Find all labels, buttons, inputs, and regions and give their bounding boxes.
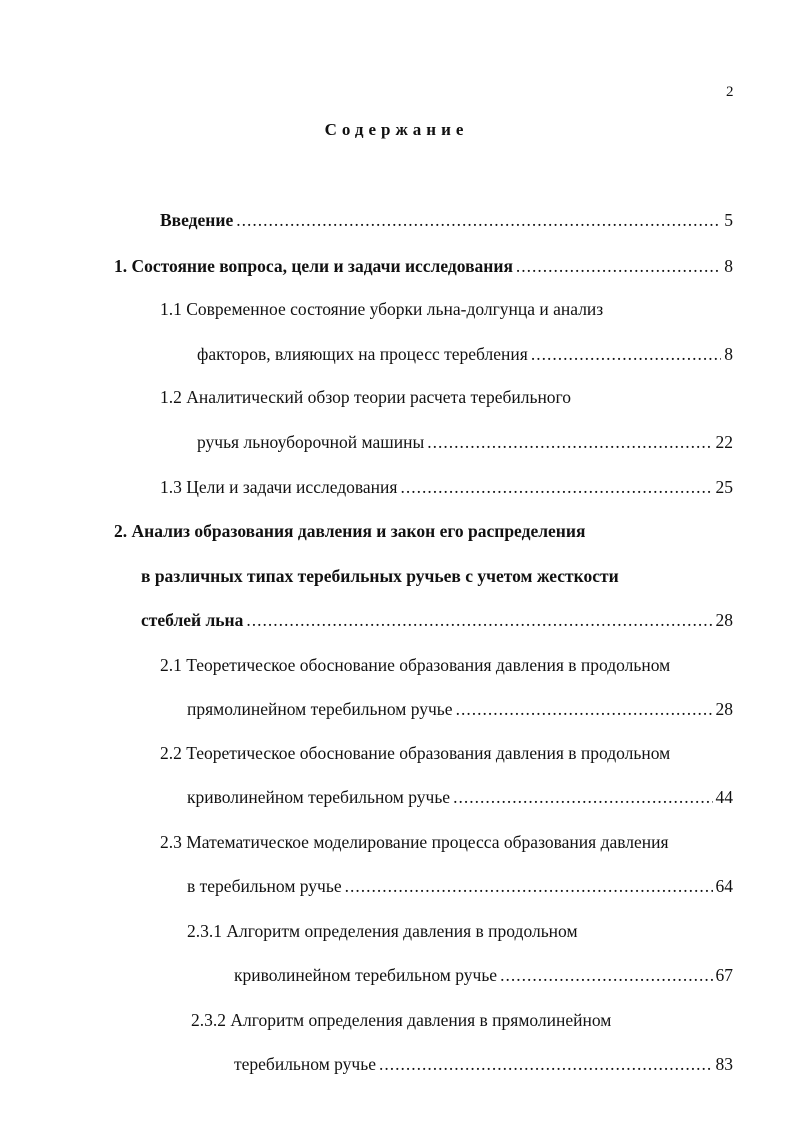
leader-dots: [345, 875, 713, 897]
toc-page-number: 83: [715, 1054, 733, 1074]
toc-entry-intro: [160, 209, 733, 231]
toc-page-number: 67: [715, 965, 733, 985]
toc-entry-2-1-line1: 2.1 Теоретическое обоснование образования давления в продольном: [160, 655, 671, 675]
toc-entry-1-2-line1: 1.2 Аналитический обзор теории расчета теребильного: [160, 387, 572, 407]
toc-entry-chapter-1: [114, 255, 733, 277]
leader-dots: [427, 431, 712, 453]
leader-dots: [500, 964, 712, 986]
toc-entry-chapter-2-line2: в различных типах теребильных ручьев с учетом жесткости: [141, 566, 619, 586]
page-number: 2: [726, 84, 734, 100]
toc-entry-label: криволинейном теребильном ручье: [187, 787, 451, 807]
toc-entry-2-3-line1: 2.3 Математическое моделирование процесса образования давления: [160, 832, 669, 852]
leader-dots: [236, 209, 721, 231]
toc-entry-label: 1.3 Цели и задачи исследования: [160, 477, 398, 497]
toc-page-number: 22: [715, 432, 733, 452]
leader-dots: [456, 698, 713, 720]
toc-entry-label: криволинейном теребильном ручье: [234, 965, 498, 985]
toc-page-number: 8: [724, 256, 733, 276]
toc-entry-label: стеблей льна: [141, 610, 244, 630]
toc-entry-2-3-line2: [187, 875, 733, 897]
toc-entry-2-3-2-line2: [234, 1053, 733, 1075]
toc-entry-label: в теребильном ручье: [187, 876, 342, 896]
toc-entry-2-3-1-line1: 2.3.1 Алгоритм определения давления в продольном: [187, 921, 578, 941]
leader-dots: [516, 255, 721, 277]
toc-entry-chapter-2-line1: 2. Анализ образования давления и закон его распределения: [114, 521, 586, 541]
toc-entry-2-2-line2: [187, 786, 733, 808]
toc-entry-2-2-line1: 2.2 Теоретическое обоснование образования давления в продольном: [160, 743, 671, 763]
toc-entry-1-2-line2: [197, 431, 733, 453]
toc-entry-label: Введение: [160, 210, 234, 230]
toc-entry-label: прямолинейном теребильном ручье: [187, 699, 453, 719]
toc-page-number: 44: [715, 787, 733, 807]
toc-page-number: 5: [724, 210, 733, 230]
toc-page-number: 64: [715, 876, 733, 896]
toc-page-number: 8: [724, 344, 733, 364]
leader-dots: [400, 476, 712, 498]
toc-entry-chapter-2-line3: [141, 609, 733, 631]
toc-entry-1-1-line2: [197, 343, 733, 365]
toc-entry-2-3-1-line2: [234, 964, 733, 986]
toc-entry-label: ручья льноуборочной машины: [197, 432, 425, 452]
leader-dots: [246, 609, 712, 631]
leader-dots: [379, 1053, 713, 1075]
toc-entry-1-3: [160, 476, 733, 498]
toc-page-number: 28: [715, 610, 733, 630]
toc-entry-1-1-line1: 1.1 Современное состояние уборки льна-долгунца и анализ: [160, 299, 604, 319]
leader-dots: [453, 786, 712, 808]
toc-entry-label: факторов, влияющих на процесс теребления: [197, 344, 528, 364]
toc-entry-2-1-line2: [187, 698, 733, 720]
toc-entry-label: 1. Состояние вопроса, цели и задачи исследования: [114, 256, 513, 276]
toc-page-number: 28: [715, 699, 733, 719]
page-title: Содержание: [324, 120, 469, 139]
toc-entry-2-3-2-line1: 2.3.2 Алгоритм определения давления в прямолинейном: [191, 1010, 612, 1030]
leader-dots: [531, 343, 721, 365]
toc-page-number: 25: [715, 477, 733, 497]
toc-entry-label: теребильном ручье: [234, 1054, 376, 1074]
